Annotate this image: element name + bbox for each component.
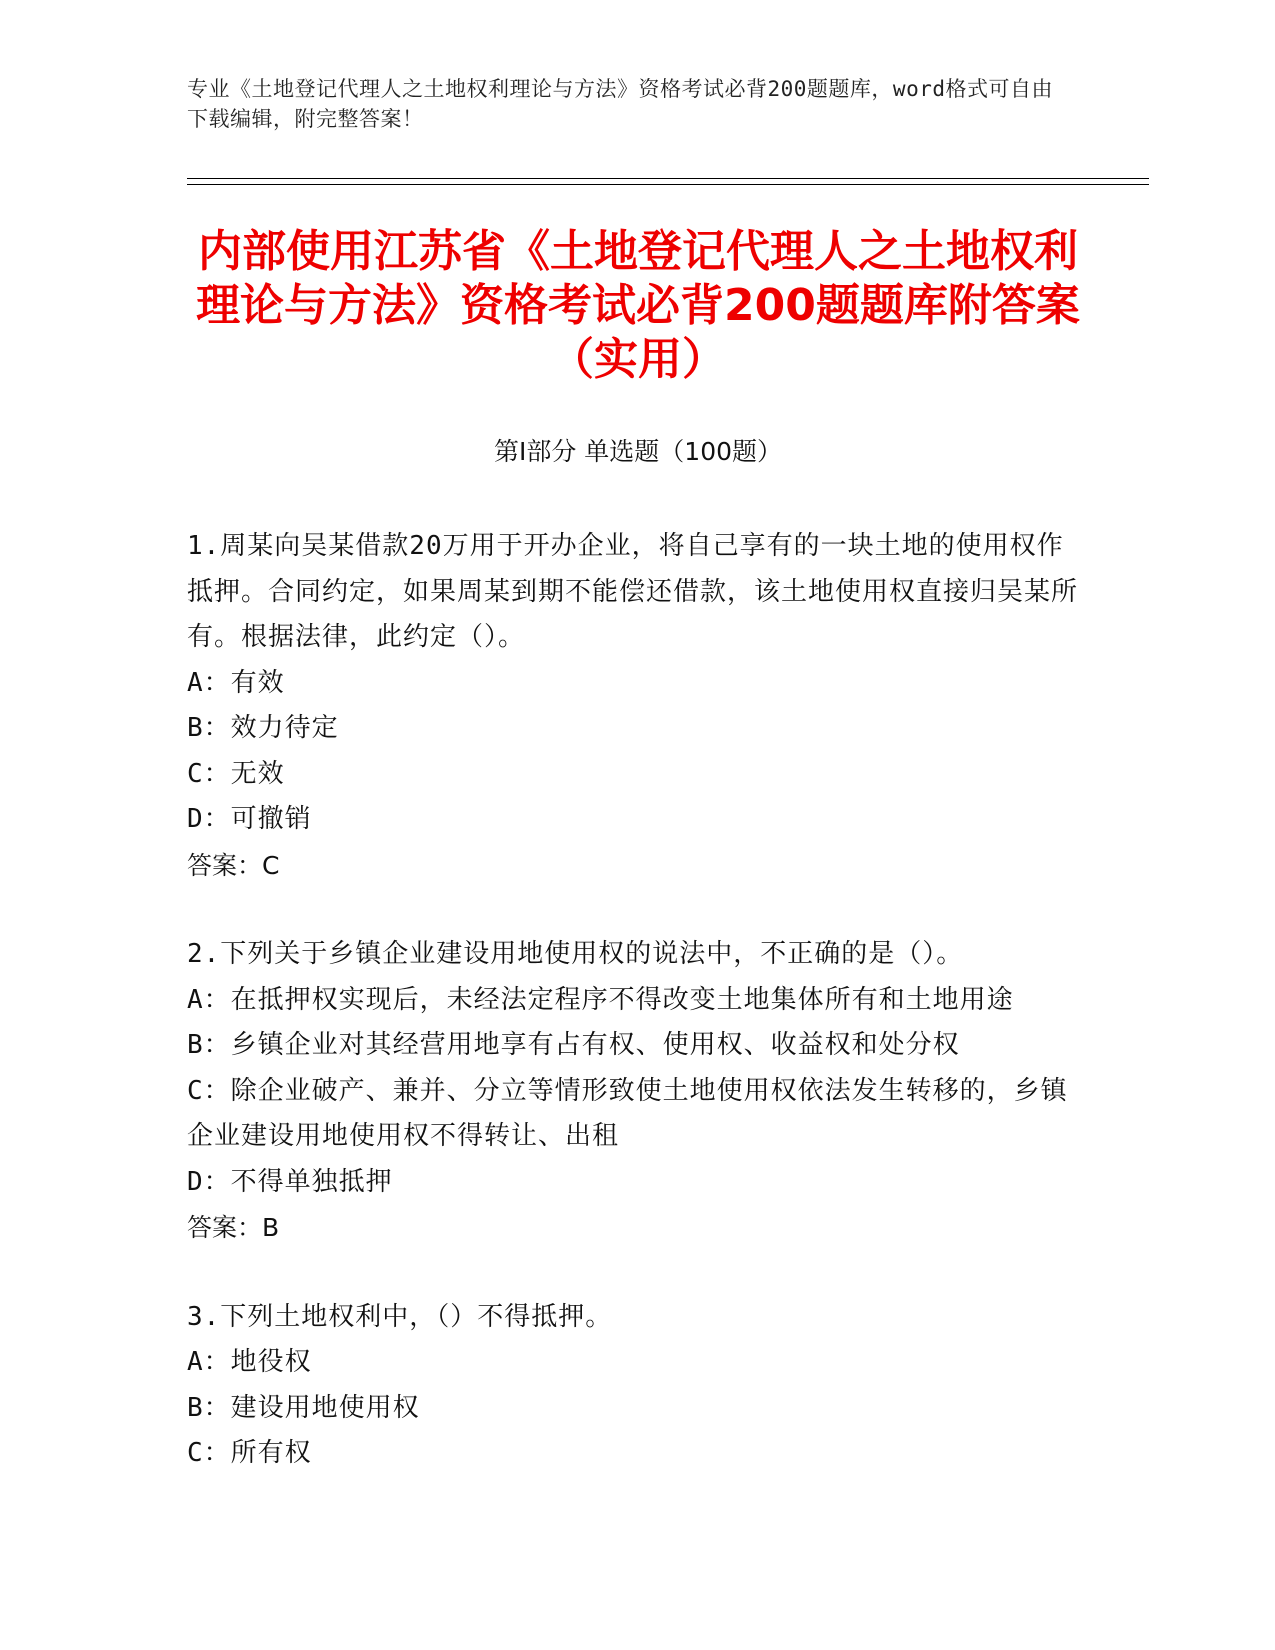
question-option: B：建设用地使用权 bbox=[187, 1392, 420, 1423]
question-option: A：地役权 bbox=[187, 1347, 312, 1377]
question-list bbox=[187, 524, 1087, 1521]
question-item bbox=[187, 932, 1087, 1251]
question-option: C：无效 bbox=[187, 758, 285, 789]
question-item bbox=[187, 1295, 1087, 1477]
question-stem: 3.下列土地权利中，（）不得抵押。 bbox=[187, 1301, 613, 1332]
question-option: D：可撤销 bbox=[187, 804, 312, 834]
question-option: A：在抵押权实现后，未经法定程序不得改变土地集体所有和土地用途 bbox=[187, 984, 1014, 1015]
question-option: C：除企业破产、兼并、分立等情形致使土地使用权依法发生转移的，乡镇企业建设用地使用权不得转让、出租 bbox=[187, 1075, 1068, 1151]
question-stem: 1.周某向吴某借款20万用于开办企业，将自己享有的一块土地的使用权作抵押。合同约定，如果周某到期不能偿还借款，该土地使用权直接归吴某所有。根据法律，此约定（）。 bbox=[187, 531, 1079, 652]
question-answer: 答案：B bbox=[187, 1213, 280, 1242]
question-option: D：不得单独抵押 bbox=[187, 1166, 393, 1197]
question-option: B：效力待定 bbox=[187, 713, 339, 743]
question-option: C：所有权 bbox=[187, 1438, 312, 1468]
question-option: A：有效 bbox=[187, 667, 285, 698]
question-stem: 2.下列关于乡镇企业建设用地使用权的说法中，不正确的是（）。 bbox=[187, 939, 964, 969]
question-answer: 答案：C bbox=[187, 850, 280, 880]
header-divider-top bbox=[187, 178, 1149, 179]
document-title: 内部使用江苏省《土地登记代理人之土地权利理论与方法》资格考试必背200题题库附答案（实用） bbox=[196, 226, 1080, 385]
question-option: B：乡镇企业对其经营用地享有占有权、使用权、收益权和处分权 bbox=[187, 1030, 960, 1060]
section-heading: 第I部分 单选题（100题） bbox=[493, 437, 783, 466]
question-item bbox=[187, 524, 1087, 888]
header-divider-bottom bbox=[187, 184, 1149, 185]
header-note: 专业《土地登记代理人之土地权利理论与方法》资格考试必背200题题库，word格式可自由下载编辑，附完整答案！ bbox=[187, 77, 1053, 131]
